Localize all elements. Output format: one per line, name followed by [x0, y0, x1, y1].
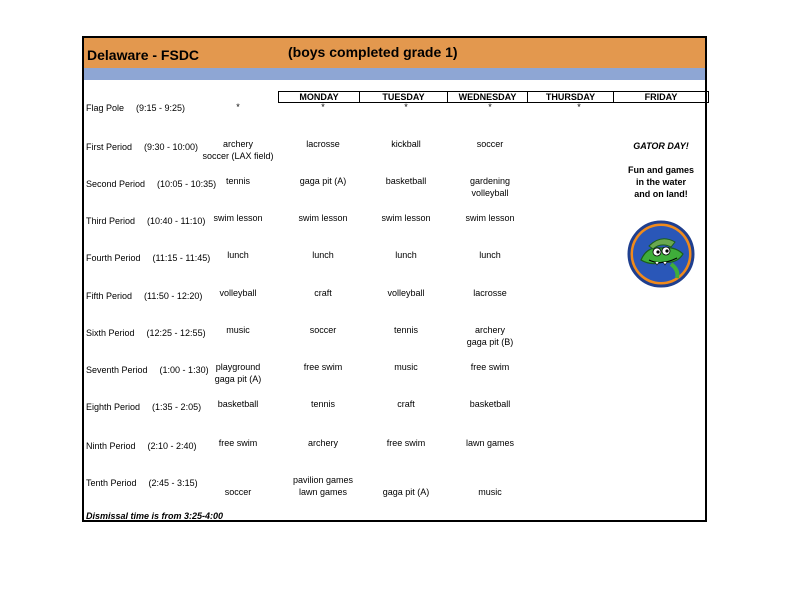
period-label: [86, 291, 202, 301]
activity-cell-thursday: [445, 486, 535, 498]
activity-text: tennis: [225, 176, 251, 186]
activity-text: craft: [397, 399, 415, 409]
period-name: First Period: [86, 142, 133, 152]
activity-text: swim lesson: [465, 213, 515, 223]
activity-cell-tuesday: [278, 474, 368, 498]
activity-text: swim lesson: [298, 213, 348, 223]
activity-text: soccer: [476, 139, 504, 149]
activity-text: soccer: [309, 325, 337, 335]
activity-text: music: [226, 325, 250, 335]
activity-text: swim lesson: [213, 213, 263, 223]
gator-mascot-icon: [627, 220, 695, 288]
friday-note-line-2: in the water: [635, 177, 686, 187]
activity-cell-monday: [193, 361, 283, 385]
activity-cell-tuesday: [278, 212, 368, 224]
activity-cell-tuesday: [278, 398, 368, 410]
activity-cell-monday: [193, 486, 283, 498]
activity-cell-tuesday: [278, 138, 368, 150]
activity-cell-thursday: [445, 287, 535, 299]
activity-cell-tuesday: [278, 287, 368, 299]
activity-text: lacrosse: [473, 288, 507, 298]
activity-cell-monday: [193, 212, 283, 224]
period-label: [86, 142, 198, 152]
activity-text: archery: [222, 139, 253, 149]
gator-day-label: GATOR DAY!: [633, 141, 689, 151]
period-name: Eighth Period: [86, 402, 141, 412]
activity-text: gardening: [469, 176, 511, 186]
activity-cell-wednesday: [361, 249, 451, 261]
activity-cell-thursday: [445, 398, 535, 410]
day-header-thursday: THURSDAY: [528, 92, 614, 102]
activity-cell-monday: [193, 437, 283, 449]
activity-cell-thursday: [445, 175, 535, 199]
activity-cell-tuesday: [278, 361, 368, 373]
activity-cell-monday: [193, 101, 283, 113]
activity-text: lacrosse: [306, 139, 340, 149]
day-header-tuesday: TUESDAY: [360, 92, 448, 102]
activity-text: *: [404, 102, 408, 112]
period-label: [86, 216, 205, 226]
activity-cell-monday: [193, 175, 283, 187]
activity-text: lawn games: [465, 438, 515, 448]
activity-text: free swim: [386, 438, 426, 448]
activity-text: swim lesson: [381, 213, 431, 223]
activity-text: *: [236, 102, 240, 112]
activity-text: soccer (LAX field): [202, 151, 274, 161]
activity-cell-wednesday: [361, 138, 451, 150]
activity-cell-monday: [193, 287, 283, 299]
dismissal-note: Dismissal time is from 3:25-4:00: [86, 511, 224, 521]
activity-cell-wednesday: [361, 212, 451, 224]
activity-text: tennis: [310, 399, 336, 409]
period-name: Sixth Period: [86, 328, 135, 338]
activity-text: archery: [474, 325, 505, 335]
period-time: (11:15 - 11:45): [152, 253, 211, 263]
activity-text: *: [577, 102, 581, 112]
period-name: Seventh Period: [86, 365, 148, 375]
activity-cell-tuesday: [278, 249, 368, 261]
activity-cell-monday: [193, 138, 283, 162]
activity-cell-monday: [193, 249, 283, 261]
period-label: [86, 103, 185, 113]
period-time: (10:40 - 11:10): [147, 216, 206, 226]
activity-cell-monday: [193, 398, 283, 410]
day-header-monday: MONDAY: [279, 92, 360, 102]
activity-text: volleyball: [471, 188, 509, 198]
period-time: (9:15 - 9:25): [136, 103, 186, 113]
activity-text: basketball: [385, 176, 427, 186]
friday-note-line-3: and on land!: [634, 189, 688, 199]
activity-text: soccer: [224, 487, 252, 497]
activity-text: lunch: [479, 250, 501, 260]
activity-cell-wednesday: [361, 486, 451, 498]
day-header-wednesday: WEDNESDAY: [448, 92, 528, 102]
activity-text: *: [488, 102, 492, 112]
period-time: (1:35 - 2:05): [152, 402, 202, 412]
period-time: (12:25 - 12:55): [146, 328, 206, 338]
activity-cell-wednesday: [361, 175, 451, 187]
activity-cell-tuesday: [278, 324, 368, 336]
schedule-sheet: [82, 36, 707, 522]
activity-cell-tuesday: [278, 437, 368, 449]
accent-band: [84, 68, 705, 80]
activity-text: free swim: [470, 362, 510, 372]
period-name: Ninth Period: [86, 441, 136, 451]
period-name: Third Period: [86, 216, 136, 226]
activity-cell-wednesday: [361, 324, 451, 336]
activity-text: lunch: [395, 250, 417, 260]
period-time: (9:30 - 10:00): [144, 142, 199, 152]
activity-text: craft: [314, 288, 332, 298]
activity-cell-thursday: [445, 212, 535, 224]
activity-cell-wednesday: [361, 437, 451, 449]
period-label: [86, 402, 201, 412]
activity-text: volleyball: [219, 288, 257, 298]
period-label: [86, 365, 209, 375]
page-subtitle: (boys completed grade 1): [288, 44, 458, 60]
activity-text: gaga pit (B): [466, 337, 514, 347]
activity-text: music: [394, 362, 418, 372]
activity-cell-wednesday: [361, 398, 451, 410]
period-time: (10:05 - 10:35): [157, 179, 217, 189]
activity-cell-wednesday: [361, 361, 451, 373]
activity-text: free swim: [218, 438, 258, 448]
activity-text: gaga pit (A): [214, 374, 262, 384]
day-header-friday: FRIDAY: [644, 92, 678, 102]
activity-cell-thursday: [445, 437, 535, 449]
period-label: [86, 328, 206, 338]
activity-text: volleyball: [387, 288, 425, 298]
activity-text: free swim: [303, 362, 343, 372]
activity-cell-friday: [534, 101, 624, 113]
activity-text: lawn games: [298, 487, 348, 497]
period-time: (2:10 - 2:40): [147, 441, 197, 451]
activity-cell-monday: [193, 324, 283, 336]
activity-text: music: [478, 487, 502, 497]
period-time: (2:45 - 3:15): [148, 478, 198, 488]
activity-text: playground: [215, 362, 261, 372]
activity-cell-thursday: [445, 249, 535, 261]
period-time: (1:00 - 1:30): [159, 365, 209, 375]
activity-text: pavilion games: [292, 475, 354, 485]
activity-cell-tuesday: [278, 101, 368, 113]
activity-cell-thursday: [445, 361, 535, 373]
period-name: Flag Pole: [86, 103, 125, 113]
activity-text: basketball: [469, 399, 511, 409]
activity-text: lunch: [227, 250, 249, 260]
period-name: Fifth Period: [86, 291, 133, 301]
activity-text: lunch: [312, 250, 334, 260]
activity-text: gaga pit (A): [299, 176, 347, 186]
page-title: Delaware - FSDC: [87, 47, 200, 63]
period-label: [86, 478, 198, 488]
period-time: (11:50 - 12:20): [144, 291, 203, 301]
activity-cell-thursday: [445, 101, 535, 113]
activity-cell-thursday: [445, 138, 535, 150]
period-label: [86, 441, 197, 451]
activity-cell-wednesday: [361, 287, 451, 299]
activity-text: gaga pit (A): [382, 487, 430, 497]
activity-cell-thursday: [445, 324, 535, 348]
period-name: Tenth Period: [86, 478, 137, 488]
activity-text: kickball: [391, 139, 421, 149]
activity-cell-wednesday: [361, 101, 451, 113]
period-name: Second Period: [86, 179, 146, 189]
activity-text: archery: [307, 438, 338, 448]
activity-text: basketball: [217, 399, 259, 409]
period-name: Fourth Period: [86, 253, 141, 263]
friday-note-line-1: Fun and games: [627, 165, 694, 175]
activity-text: tennis: [393, 325, 419, 335]
activity-cell-tuesday: [278, 175, 368, 187]
activity-text: *: [321, 102, 325, 112]
period-label: [86, 253, 210, 263]
